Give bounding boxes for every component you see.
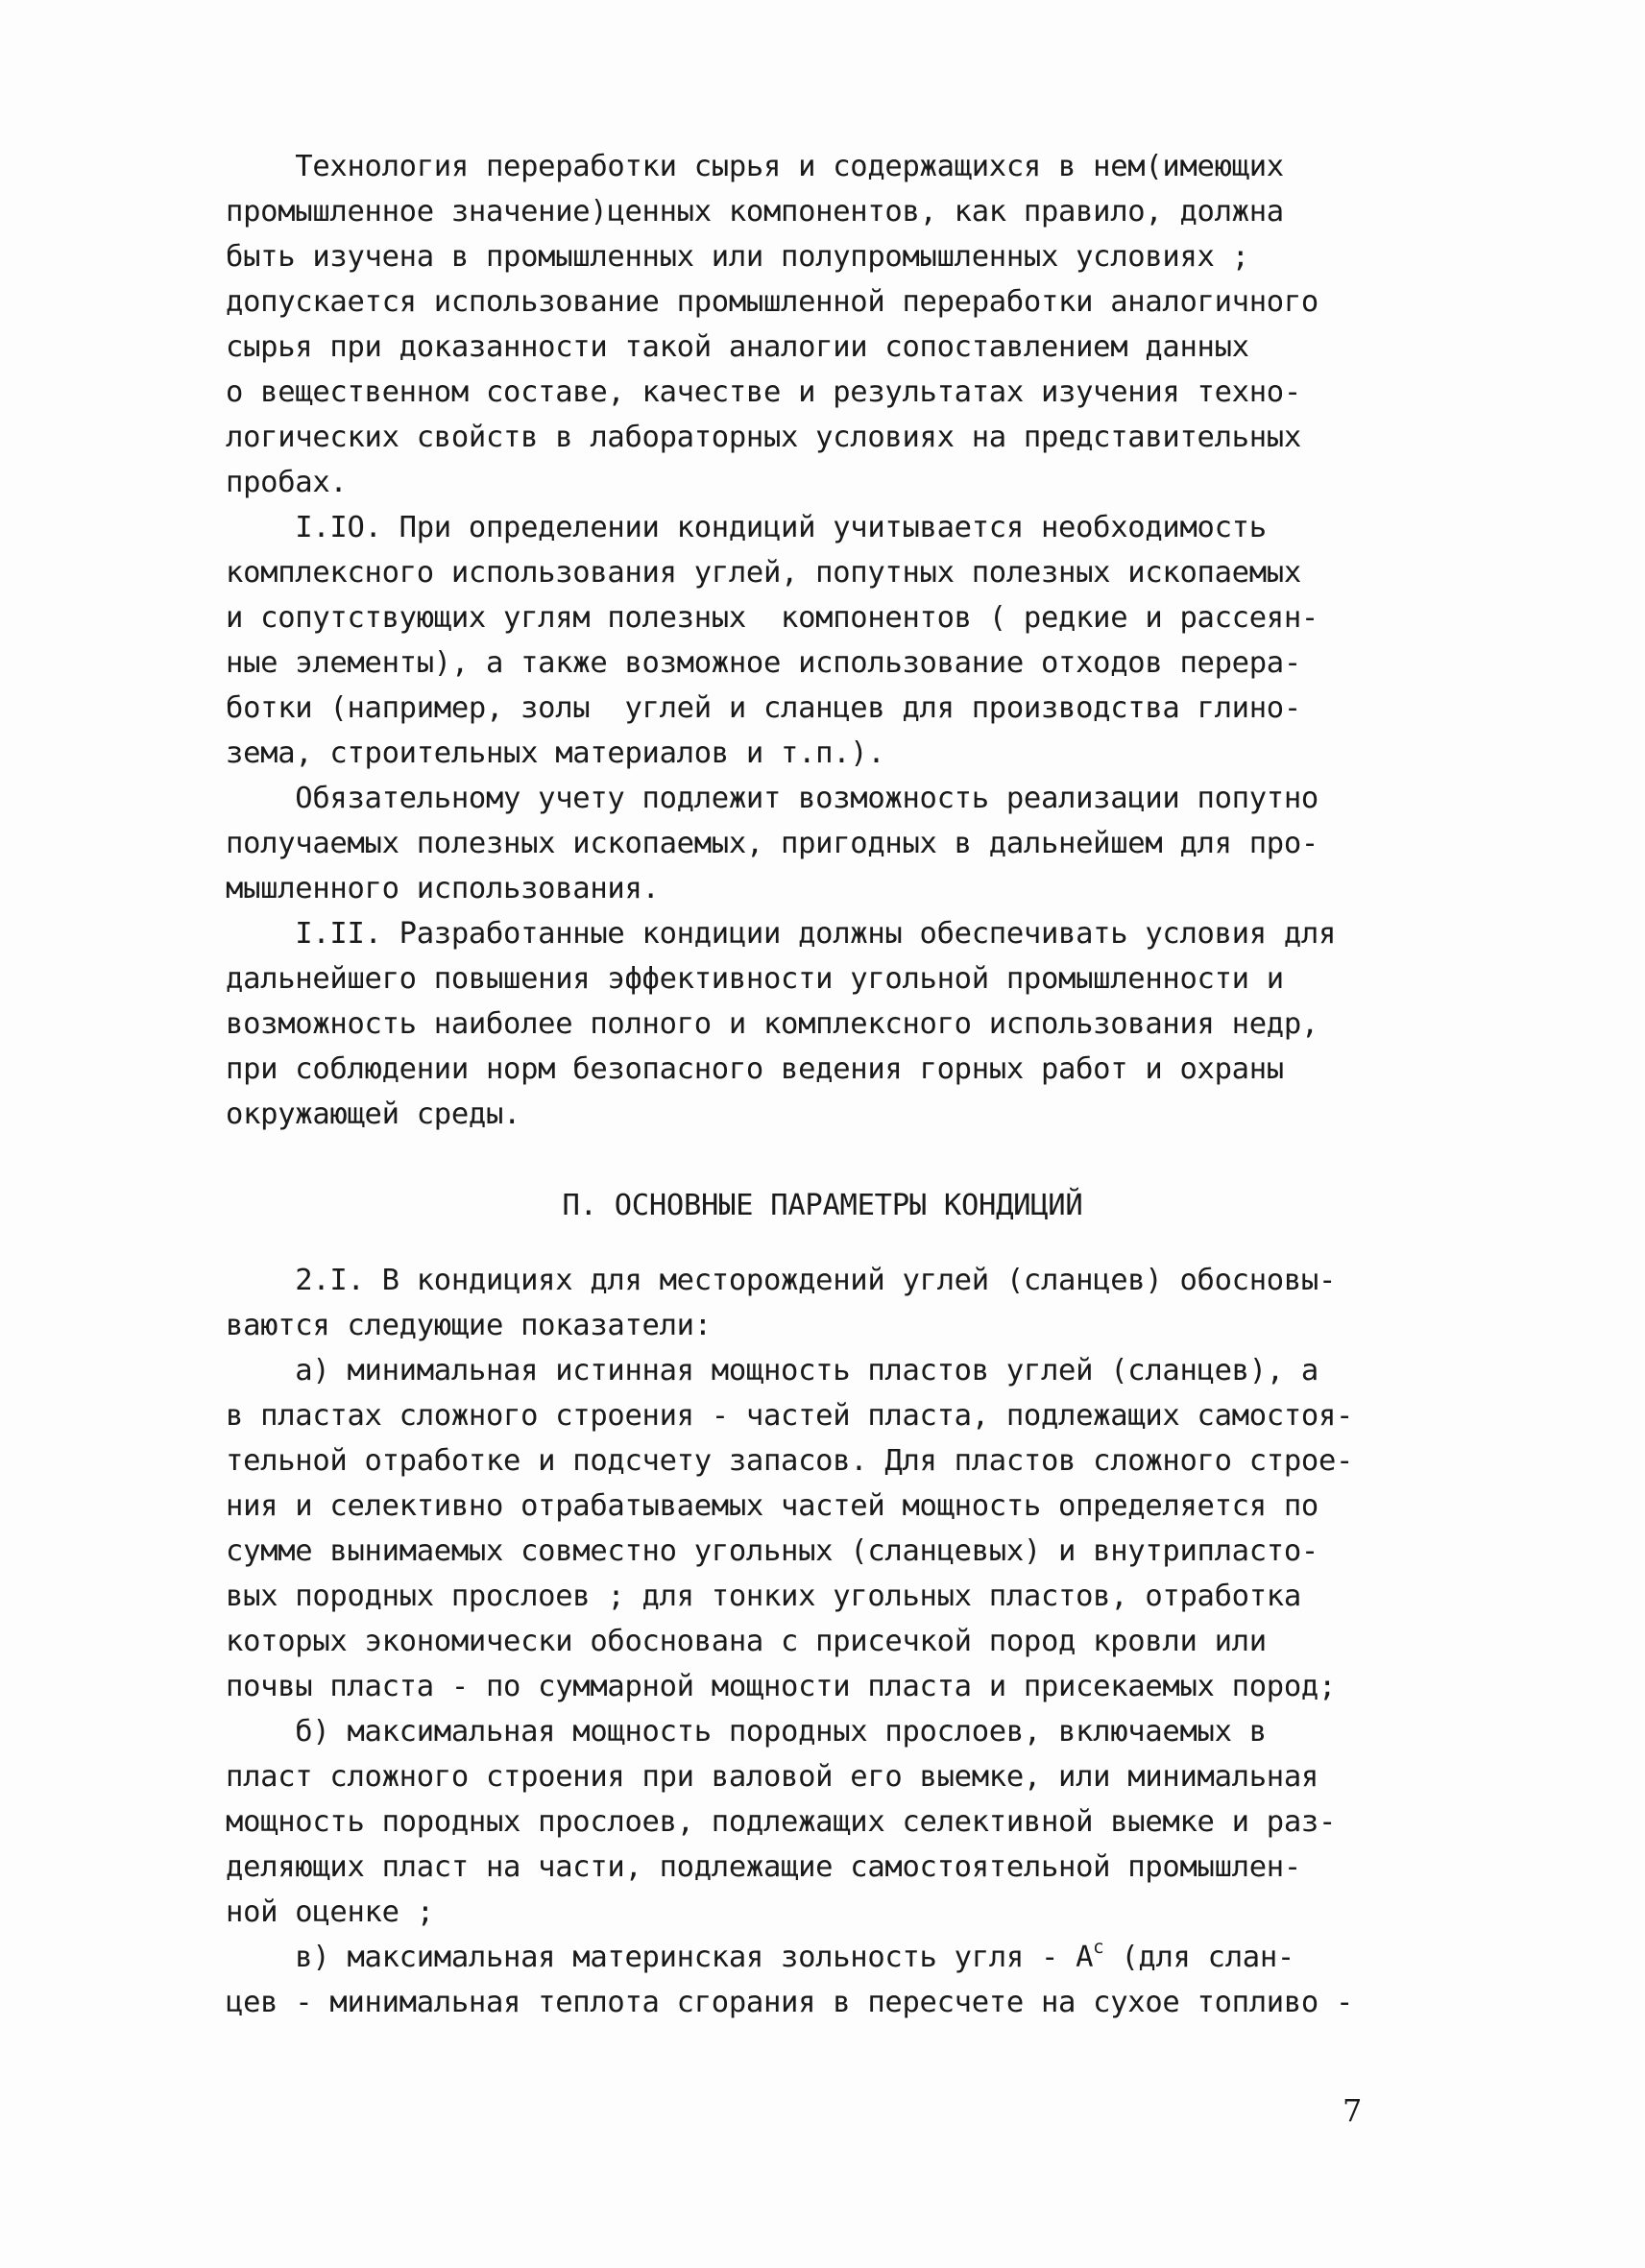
paragraph-line: и сопутствующих углям полезных компонентов ( редкие и рассеян- <box>226 601 1318 635</box>
paragraph-line: пласт сложного строения при валовой его выемке, или минимальная <box>226 1760 1318 1794</box>
text-block-1 <box>226 144 1426 1137</box>
superscript: c <box>1093 1936 1104 1958</box>
paragraph-line: которых экономически обоснована с присечкой пород кровли или <box>226 1625 1267 1658</box>
paragraph-line: пробах. <box>226 466 348 499</box>
paragraph-line: ваются следующие показатели: <box>226 1309 712 1342</box>
paragraph-line: дальнейшего повышения эффективности угольной промышленности и <box>226 962 1284 996</box>
paragraph-line: в) максимальная материнская зольность угля - $A^c$ (для слан- <box>226 1936 1294 1974</box>
paragraph-line: 2.I. В кондициях для месторождений углей (сланцев) обосновы- <box>226 1264 1337 1297</box>
paragraph-line: сумме вынимаемых совместно угольных (сланцевых) и внутрипласто- <box>226 1534 1318 1568</box>
paragraph-line: в пластах сложного строения - частей пласта, подлежащих самостоя- <box>226 1399 1354 1433</box>
paragraph-line: получаемых полезных ископаемых, пригодных в дальнейшем для про- <box>226 827 1318 860</box>
paragraph-line: комплексного использования углей, попутных полезных ископаемых <box>226 556 1301 590</box>
paragraph-line: зема, строительных материалов и т.п.). <box>226 736 885 770</box>
paragraph-line: Технология переработки сырья и содержащихся в нем(имеющих <box>226 150 1284 183</box>
paragraph-line: окружающей среды. <box>226 1098 521 1131</box>
paragraph-line: ные элементы), а также возможное использование отходов перера- <box>226 646 1301 680</box>
paragraph-line: I.II. Разработанные кондиции должны обеспечивать условия для <box>226 917 1337 951</box>
paragraph-line: мощность породных прослоев, подлежащих селективной выемке и раз- <box>226 1805 1337 1839</box>
section-heading: П. ОСНОВНЫЕ ПАРАМЕТРЫ КОНДИЦИЙ <box>562 1189 1083 1222</box>
paragraph-line: ной оценке ; <box>226 1895 434 1929</box>
paragraph-line: вых породных прослоев ; для тонких угольных пластов, отработка <box>226 1580 1301 1613</box>
paragraph-line: промышленное значение)ценных компонентов, как правило, должна <box>226 195 1284 229</box>
paragraph-line: почвы пласта - по суммарной мощности пласта и присекаемых пород; <box>226 1670 1337 1703</box>
paragraph-line: Обязательному учету подлежит возможность реализации попутно <box>226 782 1318 815</box>
paragraph-line: ния и селективно отрабатываемых частей мощность определяется по <box>226 1489 1318 1523</box>
paragraph-line: быть изучена в промышленных или полупромышленных условиях ; <box>226 240 1249 274</box>
paragraph-line: допускается использование промышленной переработки аналогичного <box>226 285 1318 319</box>
paragraph-line: сырья при доказанности такой аналогии сопоставлением данных <box>226 330 1249 364</box>
paragraph-line: логических свойств в лабораторных условиях на представительных <box>226 421 1301 454</box>
paragraph-line: тельной отработке и подсчету запасов. Для пластов сложного строе- <box>226 1444 1354 1478</box>
paragraph-line: цев - минимальная теплота сгорания в пересчете на сухое топливо - <box>226 1986 1354 2019</box>
paragraph-line: I.IO. При определении кондиций учитывается необходимость <box>226 511 1267 544</box>
paragraph-line: мышленного использования. <box>226 872 660 905</box>
page-number: 7 <box>1343 2092 1363 2129</box>
paragraph-line: возможность наиболее полного и комплексного использования недр, <box>226 1007 1318 1041</box>
paragraph-line: б) максимальная мощность породных прослоев, включаемых в <box>226 1715 1267 1749</box>
paragraph-line: при соблюдении норм безопасного ведения горных работ и охраны <box>226 1052 1284 1086</box>
paragraph-line: деляющих пласт на части, подлежащие самостоятельной промышлен- <box>226 1850 1301 1884</box>
paragraph-line: ботки (например, золы углей и сланцев для производства глино- <box>226 691 1301 725</box>
paragraph-line: о вещественном составе, качестве и результатах изучения техно- <box>226 375 1301 409</box>
paragraph-line: а) минимальная истинная мощность пластов углей (сланцев), а <box>226 1354 1318 1387</box>
text-block-2 <box>226 1258 1426 2025</box>
